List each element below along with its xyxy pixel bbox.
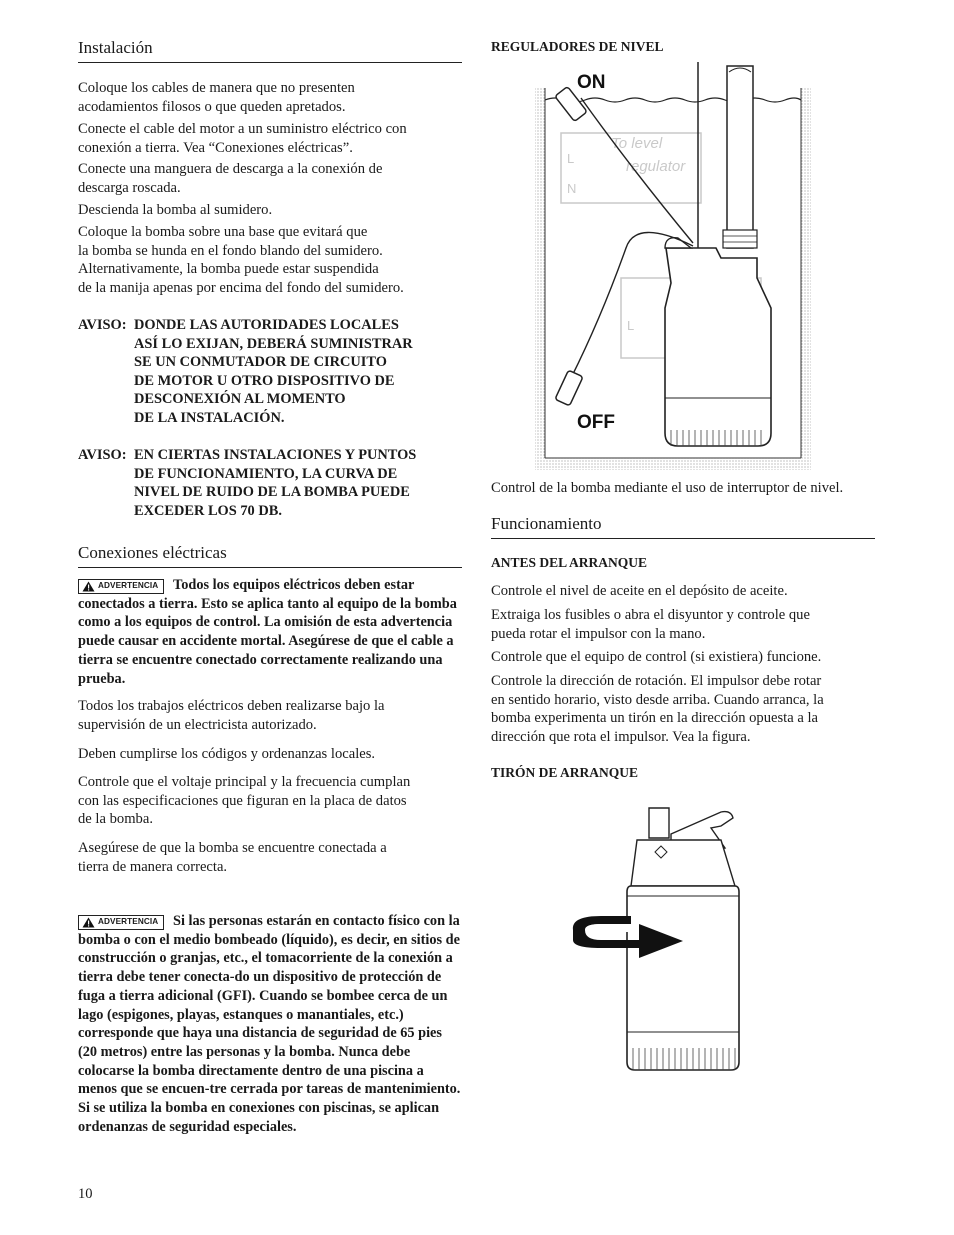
operation-paragraph: Controle el nivel de aceite en el depósito de aceite.: [491, 583, 788, 599]
start-jerk-heading: TIRÓN DE ARRANQUE: [491, 765, 639, 780]
gfi-warning: [78, 912, 464, 1136]
off-label: OFF: [577, 412, 615, 433]
warning-badge: [78, 915, 164, 930]
svg-text:L: L: [627, 318, 635, 333]
warning-triangle-icon: [82, 581, 95, 592]
electrical-heading: Conexiones eléctricas: [78, 543, 462, 568]
sump-floor: [535, 458, 811, 470]
warning-badge-label: ADVERTENCIA: [98, 917, 159, 927]
warning-text: Todos los equipos eléctricos deben estar conectados a tierra. Esto se aplica tanto al equipo de la bomba como a los equipos de control. La omisión de esta advertencia puede causar en accidente mortal. Asegúrese de que el cable a tierra se encuentre conectado correctamente realizando una prueba.: [78, 577, 457, 687]
level-regulator-figure: [531, 58, 821, 474]
svg-text:regulator: regulator: [626, 158, 686, 175]
operation-paragraph: Controle la dirección de rotación. El impulsor debe rotar en sentido horario, visto desde arriba. Cuando arranca, la bomba experimenta un tirón en la dirección opuesta a la dirección que rota el impulsor. Vea la figura.: [491, 673, 824, 745]
page-number: 10: [78, 1186, 93, 1202]
installation-paragraph: Coloque la bomba sobre una base que evitará que la bomba se hunda en el fondo blando del sumidero. Alternativamente, la bomba puede estar suspendida de la manija apenas por encima del fondo del sumidero.: [78, 224, 404, 296]
installation-paragraph: Coloque los cables de manera que no presenten acodamientos filosos o que queden apretados.: [78, 80, 355, 115]
notice-text: DONDE LAS AUTORIDADES LOCALES ASÍ LO EXIJAN, DEBERÁ SUMINISTRAR SE UN CONMUTADOR DE CIRCUITO DE MOTOR U OTRO DISPOSITIVO DE DESCONEXIÓN AL MOMENTO DE LA INSTALACIÓN.: [134, 317, 413, 426]
warning-triangle-icon: [82, 917, 95, 928]
notice-text: EN CIERTAS INSTALACIONES Y PUNTOS DE FUNCIONAMIENTO, LA CURVA DE NIVEL DE RUIDO DE LA BOMBA PUEDE EXCEDER LOS 70 DB.: [134, 447, 417, 519]
warning-badge: [78, 579, 164, 594]
operation-paragraph: Extraiga los fusibles o abra el disyuntor y controle que pueda rotar el impulsor con la mano.: [491, 607, 810, 642]
lower-float-switch: [555, 370, 583, 406]
installation-paragraph: Conecte una manguera de descarga a la conexión de descarga roscada.: [78, 161, 383, 196]
installation-paragraph: Conecte el cable del motor a un suministro eléctrico con conexión a tierra. Vea “Conexiones eléctricas”.: [78, 121, 407, 156]
sump-wall-right: [801, 88, 811, 468]
figure-caption: Control de la bomba mediante el uso de interruptor de nivel.: [491, 480, 844, 496]
svg-text:To level: To level: [611, 135, 663, 152]
electrical-paragraph: Controle que el voltaje principal y la frecuencia cumplan con las especificaciones que figuran en la placa de datos de la bomba.: [78, 774, 411, 828]
pump-body: [627, 886, 739, 1070]
before-start-heading: ANTES DEL ARRANQUE: [491, 555, 648, 570]
pump-body: [665, 248, 771, 446]
discharge-hose: [727, 66, 753, 248]
warning-badge-label: ADVERTENCIA: [98, 581, 159, 591]
svg-text:N: N: [567, 181, 577, 196]
notice-label: AVISO:: [78, 317, 127, 333]
electrical-paragraph: Asegúrese de que la bomba se encuentre conectada a tierra de manera correcta.: [78, 840, 387, 875]
start-jerk-figure: [571, 800, 771, 1080]
level-regulators-heading: REGULADORES DE NIVEL: [491, 39, 664, 54]
svg-text:L: L: [567, 151, 575, 166]
warning-text: Si las personas estarán en contacto físico con la bomba o con el medio bombeado (líquido), es decir, en sitios de construcción o granjas, etc., el tomacorriente de la conexión a tierra debe tener conecta-do un dispositivo de protección de fuga a tierra adicional (GFI). Cuando se bombee cerca de un lago (espigones, playas, estanques o manantiales, etc.) corresponde que haya una distancia de seguridad de 65 pies (20 metros) entre las personas y la bomba. Nunca debe colocarse la bomba directamente dentro de una piscina a menos que se encuen-tre cerrada por tareas de mantenimiento. Si se utiliza la bomba en conexiones con piscinas, se aplican ordenanzas de seguridad especiales.: [78, 913, 461, 1135]
grounding-warning: [78, 576, 464, 688]
electrical-paragraph: Deben cumplirse los códigos y ordenanzas locales.: [78, 746, 376, 762]
sump-wall-left: [535, 88, 545, 468]
operation-heading: Funcionamiento: [491, 514, 875, 539]
electrical-paragraph: Todos los trabajos eléctricos deben realizarse bajo la supervisión de un electricista autorizado.: [78, 698, 385, 733]
installation-heading: Instalación: [78, 38, 462, 63]
installation-paragraph: Descienda la bomba al sumidero.: [78, 202, 273, 218]
operation-paragraph: Controle que el equipo de control (si existiera) funcione.: [491, 649, 822, 665]
on-label: ON: [577, 72, 606, 93]
notice-label: AVISO:: [78, 447, 127, 463]
